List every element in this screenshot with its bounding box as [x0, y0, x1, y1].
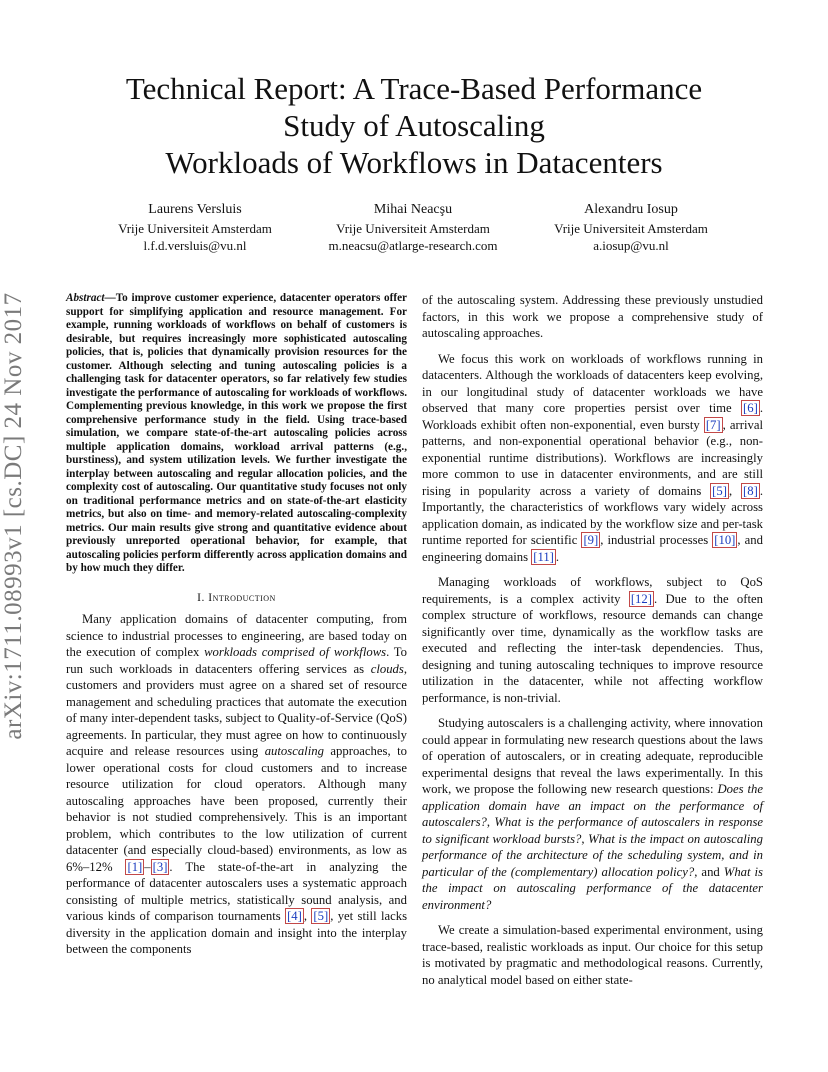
- paper-title: [60, 70, 768, 181]
- intro-paragraph-3: Managing workloads of workflows, subject to QoS requirements, is a complex activity [12] . Due to the often complex structure of workflows, resource demands can change significantly over time, dynamically as the workflow tasks are executed and reflecting the inter-task dependencies. Thus, designing and tuning autoscaling techniques to improve resource utilization in the datacenter, while not affecting workflow performance, is non-trivial.: [422, 575, 763, 705]
- section-number: I.: [197, 591, 205, 604]
- intro-paragraph-5: We create a simulation-based experimental environment, using trace-based, realistic workloads as input. Our choice for this setup is motivated by pragmatic and methodological reasons. Currently, no analytical model based on either state-: [422, 923, 763, 987]
- author-2: [293, 200, 533, 254]
- author-email: a.iosup@vu.nl: [593, 238, 669, 253]
- author-affiliation: Vrije Universiteit Amsterdam: [118, 221, 272, 236]
- citation-link[interactable]: [6]: [743, 401, 758, 415]
- citation-link[interactable]: [5]: [712, 483, 727, 498]
- intro-paragraph-2: We focus this work on workloads of workflows running in datacenters. Although the workloads of datacenters keep evolving, in our longitudinal study of datacenter workloads we have observed that many core properties persist over time [6] . Workloads exhibit often non-exponential, even bursty [7] , arrival patterns, and non-exponential operational behavior (e.g., non-exponential runtime distributions). Workflows are increasingly more common to use in datacenter environments, and are still rising in popularity across a variety of domains [5] , [8] . Importantly, the characteristics of workflows vary widely across application domain, as indicated by the workflow size and per-task runtime reported for scientific [9] , industrial processes [10] , and engineering domains [11] .: [422, 351, 763, 564]
- intro-paragraph-4: Studying autoscalers is a challenging activity, where innovation could appear in formulating new research questions about the laws of operation of autoscalers, or in creating adequate, reproducible experimental designs that reveal the laws experimentally. In this work, we propose the following new research questions: Does the application domain have an impact on the performance of autoscalers?, What is the performance of autoscalers in response to significant workload bursts?, What is the impact on autoscaling performance of the architecture of the scheduling system, and in particular of the (complementary) allocation policy?, and What is the impact on autoscaling performance of the datacenter environment?: [422, 716, 764, 912]
- citation-link[interactable]: [11]: [533, 549, 554, 564]
- title-line-1: Technical Report: A Trace-Based Performance: [125, 71, 703, 106]
- abstract-label: Abstract: [66, 292, 105, 304]
- author-3: [511, 200, 751, 254]
- citation-link[interactable]: [4]: [287, 909, 302, 923]
- citation-link[interactable]: [9]: [583, 533, 599, 547]
- author-email: m.neacsu@atlarge-research.com: [328, 238, 498, 253]
- section-title: Introduction: [208, 591, 276, 604]
- citation-link[interactable]: [8]: [743, 483, 758, 498]
- abstract: [66, 292, 407, 576]
- author-block: [0, 200, 828, 260]
- citation-link[interactable]: [12]: [630, 591, 652, 606]
- abstract-text: —To improve customer experience, datacenter operators offer support for simplifying application and resource management. For example, running workloads of workflows on behalf of customers is desirable, but requires increasingly more sophisticated autoscaling policies, that is, policies that dynamically provision resources for the customer. Although selecting and tuning autoscaling policies is a challenging task for datacenter operators, so far relatively few studies investigate the performance of autoscaling for workloads of workflows. Complementing previous knowledge, in this work we propose the first comprehensive performance study in the field. Using trace-based simulation, we compare state-of-the-art autoscaling policies across multiple application domains, workload arrival patterns (e.g., burstiness), and system utilization levels. We further investigate the interplay between autoscaling and regular allocation policies, and the complexity cost of autoscaling. Our quantitative study focuses not only on traditional performance metrics and on state-of-the-art elasticity metrics, but also on time- and memory-related autoscaling-complexity metrics. Our main results give strong and quantitative evidence about previously unreported operational behavior, for example, that autoscaling policies perform differently across application domains and by how much they differ.: [66, 292, 407, 574]
- author-affiliation: Vrije Universiteit Amsterdam: [554, 221, 708, 236]
- arxiv-stamp: arXiv:1711.08993v1 [cs.DC] 24 Nov 2017: [0, 292, 27, 740]
- author-name: Alexandru Iosup: [584, 202, 678, 217]
- author-affiliation: Vrije Universiteit Amsterdam: [336, 221, 490, 236]
- author-name: Mihai Neacşu: [373, 202, 453, 217]
- citation-link[interactable]: [3]: [152, 859, 168, 874]
- title-line-2: Study of Autoscaling: [283, 108, 545, 143]
- right-column: [422, 292, 763, 988]
- citation-link[interactable]: [5]: [313, 909, 329, 923]
- citation-link[interactable]: [1]: [127, 859, 143, 874]
- citation-link[interactable]: [10]: [714, 533, 736, 547]
- author-1: [75, 200, 315, 254]
- left-column: [66, 292, 407, 958]
- citation-link[interactable]: [7]: [705, 417, 721, 432]
- author-email: l.f.d.versluis@vu.nl: [143, 238, 247, 253]
- section-heading-introduction: [66, 590, 407, 607]
- intro-paragraph-1: Many application domains of datacenter computing, from science to industrial processes to engineering, are based today on the execution of complex workloads comprised of workflows. To run such workloads in datacenters offering services as clouds, customers and providers must agree on a shared set of resource management and scheduling practices that automate the execution of many inter-dependent tasks, subject to Quality-of-Service (QoS) agreements. In particular, they must agree on how to continuously acquire and release resources using autoscaling approaches, to lower operational costs for cloud customers and to increase resource utilization for cloud operators. Although many autoscaling approaches have been proposed, currently their behavior is not studied comprehensively. This is an important problem, which contributes to the low utilization of current datacenter (and especially cloud-based) environments, as low as 6%–12% [1] – [3] . The state-of-the-art in analyzing the performance of datacenter autoscalers uses a systematic approach consisting of multiple metrics, statistically sound analysis, and various kinds of comparison tournaments [4] , [5] , yet still lacks diversity in the application domain and insight into the interplay between the components: [66, 612, 408, 956]
- author-name: Laurens Versluis: [148, 202, 242, 217]
- intro-paragraph-continued: of the autoscaling system. Addressing these previously unstudied factors, in this work we propose a comprehensive study of autoscaling approaches.: [422, 293, 763, 340]
- title-line-3: Workloads of Workflows in Datacenters: [165, 145, 663, 180]
